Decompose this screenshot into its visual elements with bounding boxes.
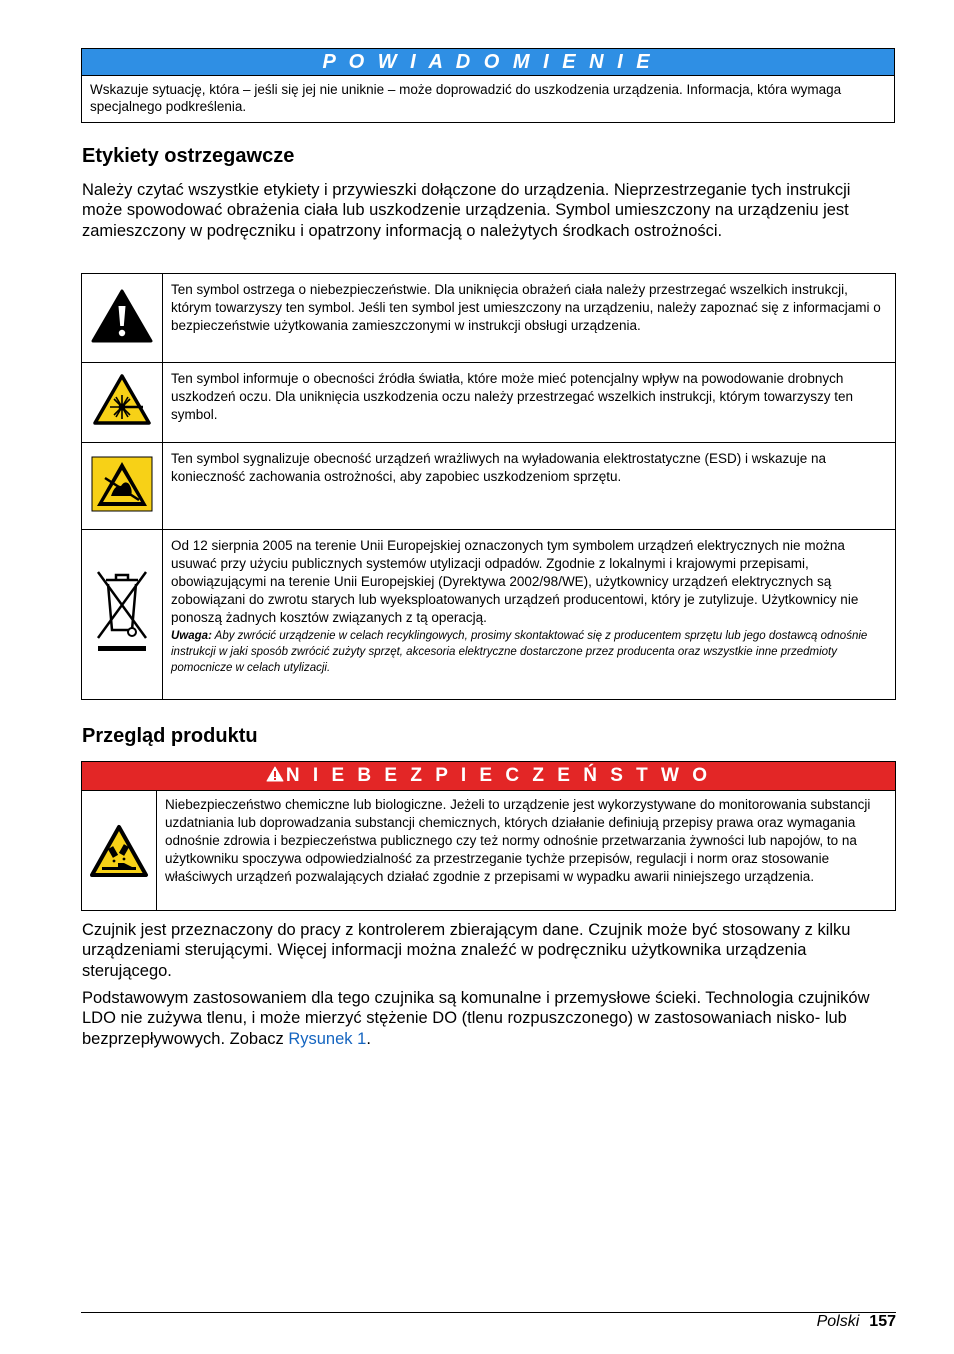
symbol-description: Ten symbol informuje o obecności źródła światła, które może mieć potencjalny wpływ na powodowanie drobnych uszkodzeń oczu. Dla uniknięcia uszkodzenia oczu należy przestrzegać wszelkich instrukcji, którym towarzyszy ten symbol. [163, 363, 896, 443]
danger-content [82, 791, 895, 911]
symbol-row [82, 530, 896, 700]
weee-note [171, 628, 887, 676]
weee-text: Od 12 sierpnia 2005 na terenie Unii Europejskiej oznaczonych tym symbolem urządzeń elektrycznych nie można usuwać przy użyciu publicznych systemów utylizacji odpadów. Zgodnie z lokalnymi i krajowymi przepisami, obowiązującymi na terenie Unii Europejskiej (Dyrektywa 2002/98/WE), użytkownicy urządzeń elektrycznych są zobowiązani do zwrotu starych lub wyeksploatowanych urządzeń producentowi, który je zutylizuje. Użytkownicy nie ponoszą żadnych kosztów związanych z tą operacją. [171, 538, 859, 625]
chemical-hazard-icon [82, 791, 157, 911]
notice-title: P O W I A D O M I E N I E [82, 49, 894, 76]
weee-bin-icon [82, 530, 163, 700]
page-number: 157 [869, 1313, 896, 1330]
symbol-row [82, 274, 896, 363]
symbol-description: Ten symbol ostrzega o niebezpieczeństwie. Dla uniknięcia obrażeń ciała należy przestrzegać wszelkich instrukcji, którym towarzyszy ten symbol. Jeśli ten symbol jest umieszczony na urządzeniu, należy zapoznać się z informacjami o bezpieczeństwie użytkowania zamieszczonymi w instrukcji obsługi urządzenia. [163, 274, 896, 363]
note-text: Aby zwrócić urządzenie w celach recyklingowych, prosimy skontaktować się z producentem sprzętu lub jego dostawcą odnośnie instrukcji w jaki sposób zwrócić zużyty sprzęt, akcesoria elektryczne dostarczone przez producenta oraz wszystkie inne przedmioty pomocnicze w celach utylizacji. [171, 630, 868, 674]
symbol-row [82, 443, 896, 530]
page-footer [817, 1312, 896, 1332]
footer-language: Polski [816, 1313, 860, 1330]
warning-labels-intro: Należy czytać wszystkie etykiety i przywieszki dołączone do urządzenia. Nieprzestrzeganie tych instrukcji może spowodować obrażenia ciała lub uszkodzenie urządzenia. Symbol umieszczony na urządzeniu jest zamieszczony w podręczniku i opatrzony informacją o należytych środkach ostrożności. [82, 181, 851, 240]
note-label: Uwaga: [171, 630, 212, 642]
danger-title: N I E B E Z P I E C Z E Ń S T W O [285, 765, 712, 786]
symbols-table [81, 273, 896, 700]
danger-header [82, 762, 895, 791]
product-paragraph-1: Czujnik jest przeznaczony do pracy z kontrolerem zbierającym dane. Czujnik może być stosowany z kilku urządzeniami sterującymi. Więcej informacji można znaleźć w podręczniku użytkownika urządzenia sterującego. [82, 921, 851, 980]
esd-hazard-icon [82, 443, 163, 530]
symbol-row [82, 363, 896, 443]
notice-box [81, 48, 895, 123]
danger-text: Niebezpieczeństwo chemiczne lub biologiczne. Jeżeli to urządzenie jest wykorzystywane do monitorowania substancji uzdatniania lub doprowadzania substancji chemicznych, których działanie definiują przepisy prawa oraz wymagania odnośnie zdrowia i bezpieczeństwa publicznego czy też normy odnośnie przetwarzania żywności lub napojów, to na użytkowniku spoczywa odpowiedzialność za przestrzeganie tychże przepisów, regulacji i norm oraz stosowanie właściwych urządzeń pozwalających działać zgodnie z przepisami w wypadku awarii niniejszego urządzenia. [165, 797, 871, 884]
section-heading-warning-labels: Etykiety ostrzegawcze [82, 145, 295, 167]
symbol-description: Ten symbol sygnalizuje obecność urządzeń wrażliwych na wyładowania elektrostatyczne (ESD) i wskazuje na konieczność zachowania ostrożności, aby zapobiec uszkodzeniom sprzętu. [163, 443, 896, 530]
warning-triangle-icon [266, 766, 284, 782]
product-paragraph-2 [82, 988, 882, 1049]
paragraph-2-text: Podstawowym zastosowaniem dla tego czujnika są komunalne i przemysłowe ścieki. Technologia czujników LDO nie zużywa tlenu, i może mierzyć stężenie DO (tlenu rozpuszczonego) w zastosowaniach nisko- lub bezprzepływowych. Zobacz [82, 989, 870, 1048]
footer-divider [81, 1312, 896, 1313]
notice-text: Wskazuje sytuację, która – jeśli się jej nie uniknie – może doprowadzić do uszkodzenia urządzenia. Informacja, która wymaga specjalnego podkreślenia. [90, 82, 842, 114]
paragraph-2-end: . [366, 1029, 371, 1048]
figure-1-link[interactable]: Rysunek 1 [288, 1029, 367, 1048]
laser-hazard-icon [82, 363, 163, 443]
symbol-description [163, 530, 896, 700]
section-heading-product-overview: Przegląd produktu [82, 725, 258, 747]
warning-triangle-icon [82, 274, 163, 363]
danger-box [81, 761, 896, 911]
